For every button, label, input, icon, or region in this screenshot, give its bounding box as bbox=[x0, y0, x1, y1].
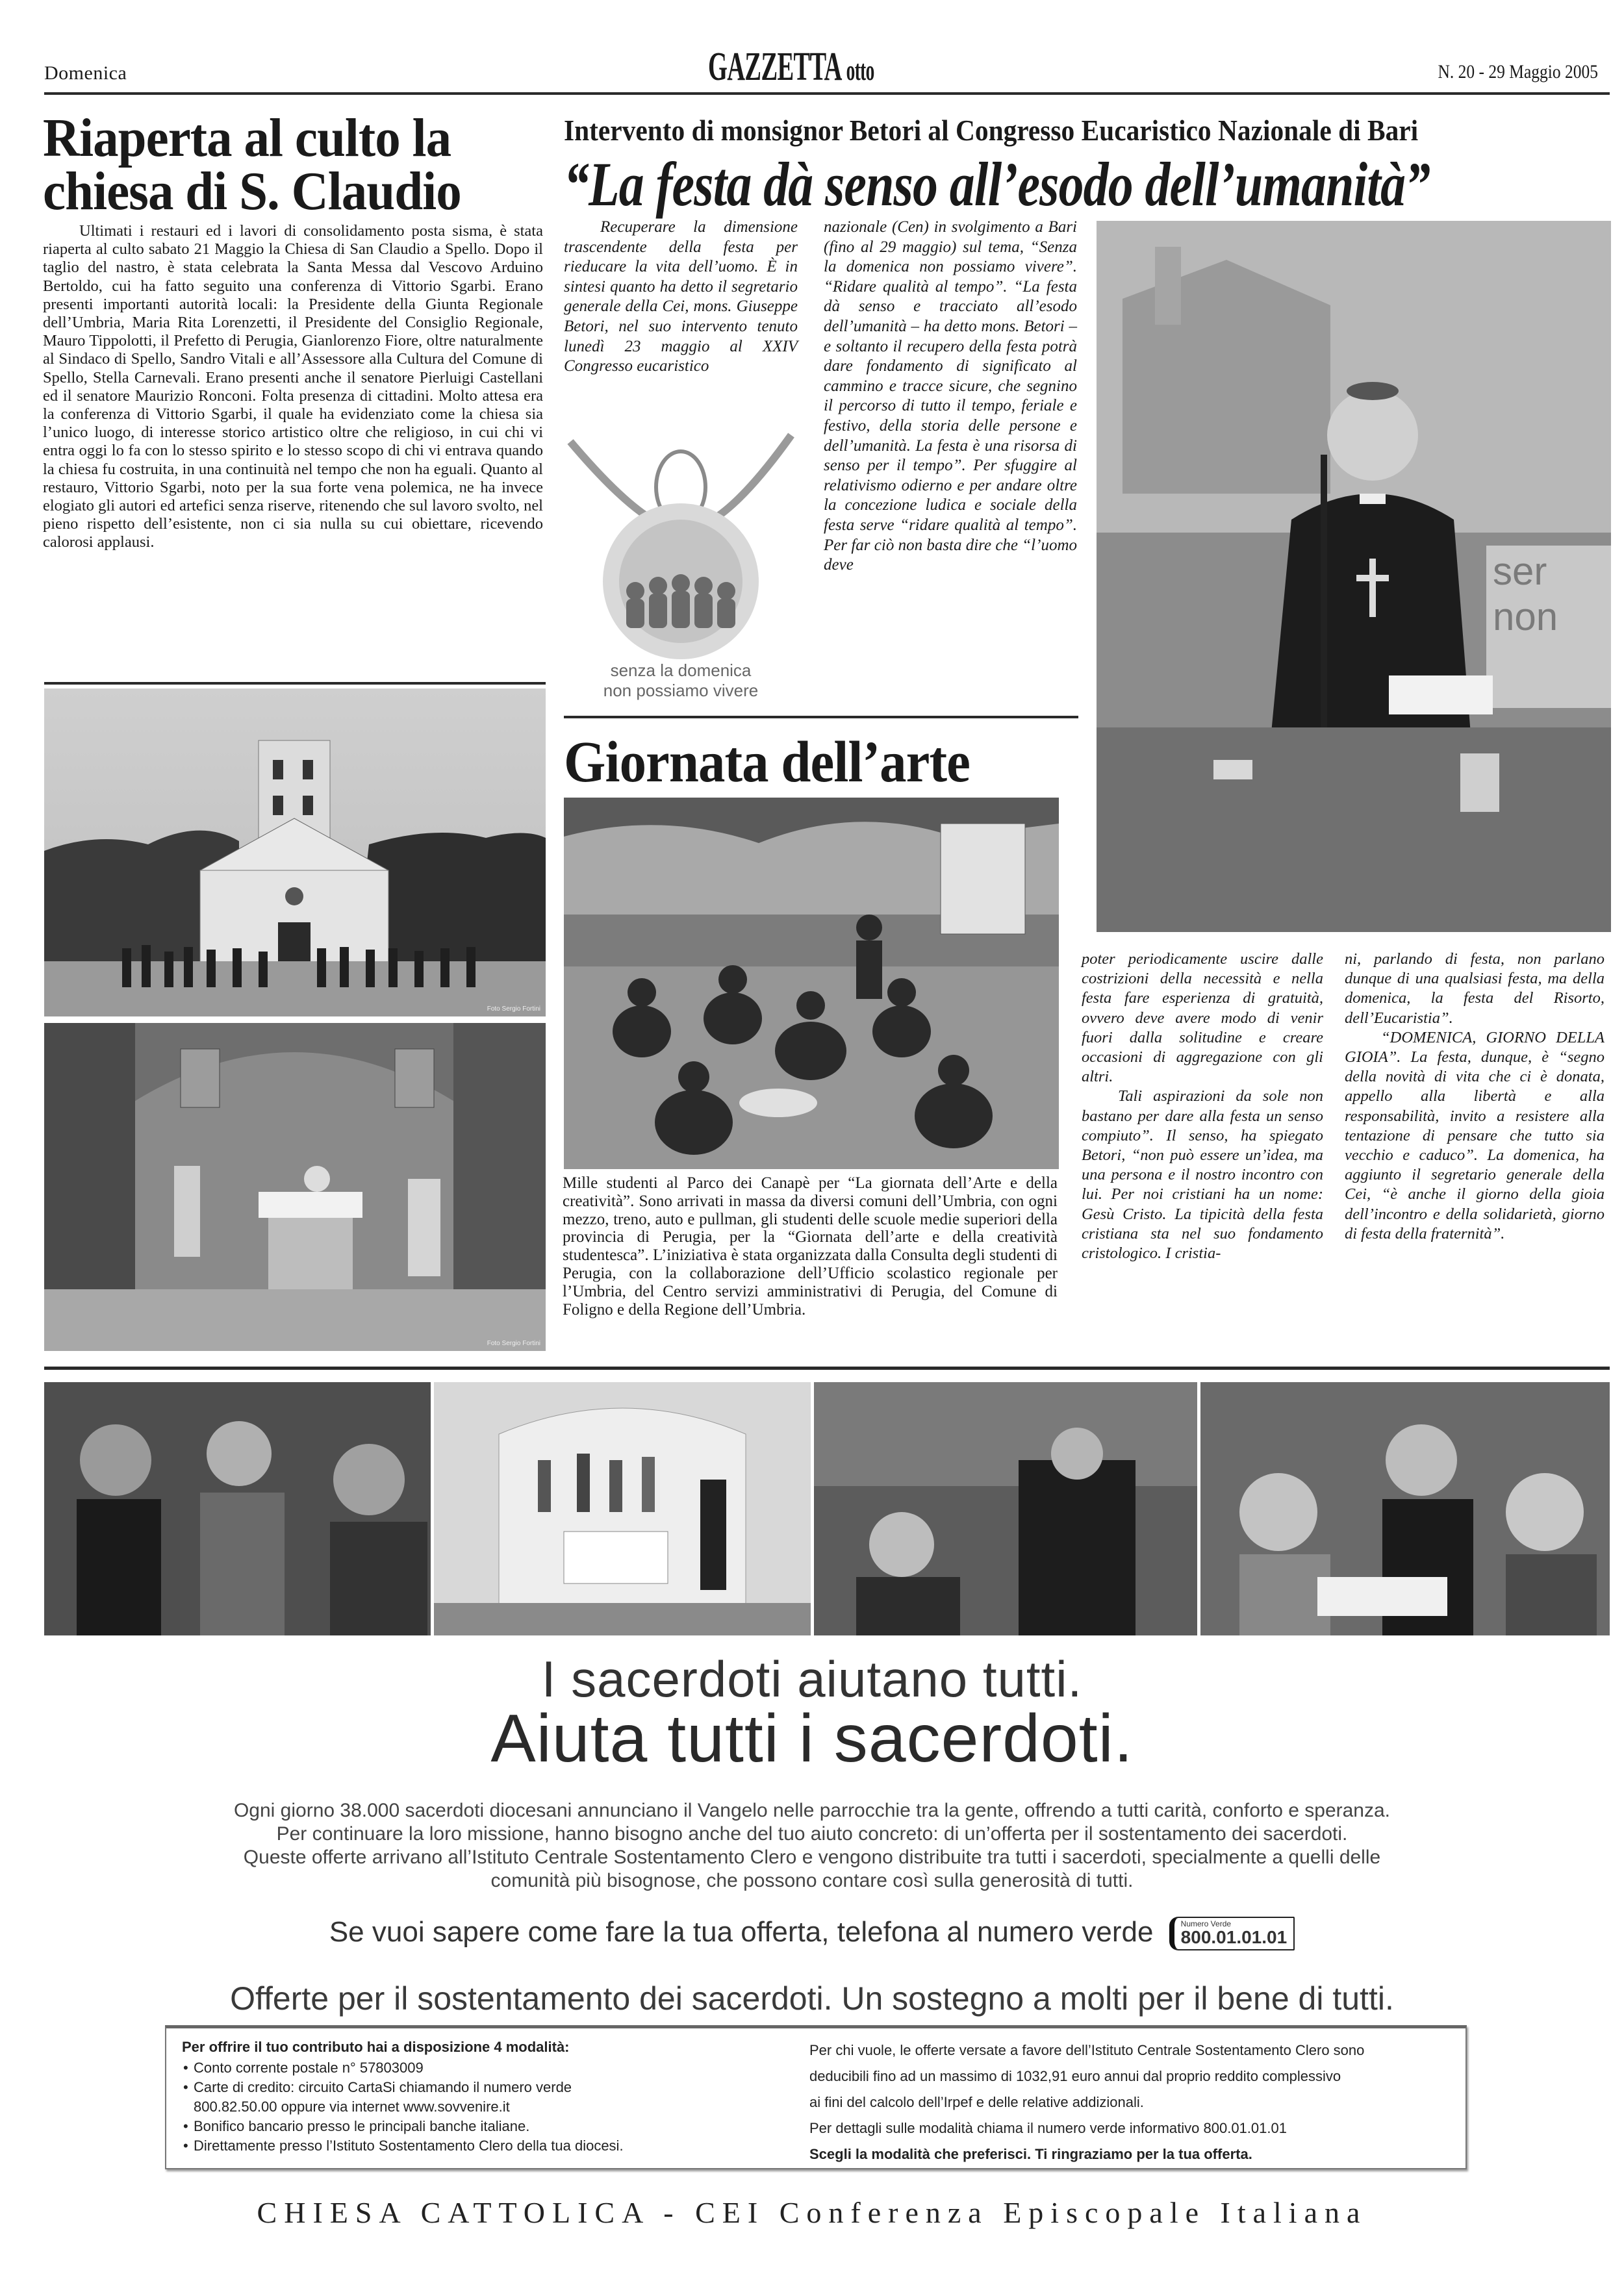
info-line: Scegli la modalità che preferisci. Ti ringraziamo per la tua offerta. bbox=[809, 2146, 1252, 2162]
article-betori-text: poter periodicamente uscire dalle costrizioni della necessità e nella festa fare esperienza di gratuità, ovvero deve avere modo di venir fuori dalla solitudine e creare occasioni di aggregazione con gli altri. bbox=[1082, 950, 1323, 1086]
photo-students bbox=[564, 798, 1059, 1169]
congress-logo bbox=[564, 416, 798, 701]
list-item bbox=[182, 2136, 767, 2156]
ad-photo-strip bbox=[44, 1382, 1610, 1635]
numero-verde-label: Numero Verde bbox=[1180, 1919, 1232, 1929]
photo-credit: Foto Sergio Fortini bbox=[487, 1340, 540, 1347]
article-claudio-text: Ultimati i restauri ed i lavori di consolidamento posta sisma, è stata riaperta al culto sabato 21 Maggio la Chiesa di San Claudio a Spello. Dopo il taglio del nastro, è stata celebrata la Santa Messa dal Vescovo Arduino Bertoldo, cui ha fatto seguito una conferenza di Vittorio Sgarbi. Erano presenti importanti autorità locali: la Presidente della Giunta Regionale dell’Umbria, Maria Rita Lorenzetti, il Presidente del Consiglio Regionale, Mauro Tippolotti, il Prefetto di Perugia, Gianlorenzo Fiore, oltre naturalmente al Sindaco di Spello, Sandro Vitali e all’Assessore alla Cultura del Comune di Spello, Stella Carnevali. Erano presenti anche il senatore Pierluigi Castellani ed il senatore Maurizio Ronconi. Folta presenza di cittadini. Molto attesa era la conferenza di Vittorio Sgarbi, il quale ha evidenziato come la chiesa sia l’unico luogo, di interesse storico artistico oltre che religioso, in cui chi vi entra oggi lo fa con lo stesso spirito e lo stesso scopo di chi vi entrava quando la chiesa fu costruita, in una continuità nel tempo che non ha eguali. Quanto al restauro, Vittorio Sgarbi, noto per la sua forte vena polemica, ne ha invece elogiato gli autori ed artefici senza riserve, ritenendo che sul lavoro svolto, nel pieno rispetto dell’esistente, non ci sia nulla su cui obiettare, ricevendo calorosi applausi. bbox=[43, 222, 543, 551]
article-betori-col3 bbox=[1082, 950, 1323, 1263]
ad-paragraph bbox=[97, 1799, 1527, 1893]
article-claudio-body bbox=[43, 222, 543, 552]
article-betori-col4 bbox=[1345, 950, 1605, 1244]
photo-credit: Foto Sergio Fortini bbox=[487, 1005, 540, 1013]
masthead-title: GAZZETTA bbox=[708, 45, 841, 89]
list-item-continued: 800.82.50.00 oppure via internet www.sovvenire.it bbox=[194, 2099, 510, 2115]
photo-betori bbox=[1097, 221, 1611, 932]
church-interior-image bbox=[44, 1023, 546, 1351]
list-item bbox=[182, 2058, 767, 2078]
ad-headline-1: I sacerdoti aiutano tutti. bbox=[541, 1650, 1083, 1708]
ad-headline-2: Aiuta tutti i sacerdoti. bbox=[490, 1701, 1134, 1776]
masthead-suffix: otto bbox=[846, 55, 874, 86]
numero-verde-number: 800.01.01.01 bbox=[1180, 1927, 1288, 1948]
list-item-text: Carte di credito: circuito CartaSi chiamando il numero verde bbox=[194, 2079, 572, 2095]
info-line: Per dettagli sulle modalità chiama il numero verde informativo 800.01.01.01 bbox=[809, 2120, 1287, 2136]
logo-caption-2: non possiamo vivere bbox=[603, 681, 759, 700]
logo-caption-1: senza la domenica bbox=[610, 661, 752, 680]
article-betori-text: nazionale (Cen) in svolgimento a Bari (fino al 29 maggio) sul tema, “Senza la domenica non possiamo vivere”. “Ridare qualità al tempo”. “La festa dà senso e tracciato all’esodo dell’umanità – ha detto mons. Betori – e soltanto il recupero della festa potrà dare fondamento di significato al cammino e tracce sicure, che segnino il percorso di tutto il tempo, feriale e festivo, della storia delle persone e dell’umanità. La festa è una risorsa di senso per il tempo”. Per sfuggire al relativismo odierno e per andare oltre la concezione ludica e sociale della festa serve “ridare qualità al tempo”. Per far ciò non basta dire che “l’uomo deve bbox=[824, 218, 1078, 574]
ad-call-text: Se vuoi sapere come fare la tua offerta, telefona al numero verde bbox=[329, 1916, 1154, 1948]
ad-paragraph-line: comunità più bisognose, che possono contare così sulla generosità di tutti. bbox=[490, 1870, 1134, 1891]
ad-paragraph-line: Per continuare la loro missione, hanno bisogno anche del tuo aiuto concreto: di un’offerta per il sostentamento dei sacerdoti. bbox=[276, 1823, 1348, 1845]
headline-arte: Giornata dell’arte bbox=[564, 730, 970, 794]
list-item-text: Direttamente presso l’Istituto Sostentamento Clero della tua diocesi. bbox=[194, 2138, 624, 2154]
divider-betori bbox=[564, 716, 1078, 718]
headline-claudio: Riaperta al culto la chiesa di S. Claudio bbox=[43, 108, 461, 221]
info-deductions bbox=[809, 2037, 1453, 2167]
photo-church-exterior bbox=[44, 688, 546, 1016]
congress-logo-graphic bbox=[564, 416, 798, 662]
divider-left bbox=[44, 682, 546, 685]
caption-arte: Mille studenti al Parco dei Canapè per “La giornata dell’Arte e della creatività”. Sono arrivati in massa da diversi comuni dell’Umbria, con ogni mezzo, treno, auto e pullman, gli studenti delle scuole medie superiori della provincia di Perugia, per la “Giornata dell’arte e della creatività studentesca”. L’iniziativa è stata organizzata dalla Consulta degli studenti di Perugia, con la collaborazione dell’Ufficio scolastico regionale per l’Umbria, del Centro servizi amministrativi di Perugia, del Comune di Foligno e della Regione dell’Umbria. bbox=[563, 1174, 1058, 1318]
info-line: Per chi vuole, le offerte versate a favore dell’Istituto Centrale Sostentamento Clero sono bbox=[809, 2042, 1365, 2058]
headline-betori: “La festa dà senso all’esodo dell’umanità” bbox=[564, 149, 1430, 219]
article-betori-text: Recuperare la dimensione trascendente della festa per rieducare la vita dell’uomo. È in sintesi quanto ha detto il segretario generale della Cei, mons. Giuseppe Betori, nel suo intervento tenuto lunedì 23 maggio al XXIV Congresso eucaristico bbox=[564, 218, 798, 375]
numero-verde-badge[interactable] bbox=[1169, 1917, 1295, 1950]
kicker-betori: Intervento di monsignor Betori al Congresso Eucaristico Nazionale di Bari bbox=[564, 114, 1419, 147]
article-betori-col2 bbox=[824, 218, 1077, 575]
divider-main bbox=[44, 1367, 1610, 1370]
list-item-text: Conto corrente postale n° 57803009 bbox=[194, 2060, 424, 2076]
ad-call-to-action bbox=[0, 1916, 1624, 1950]
masthead bbox=[708, 44, 874, 90]
info-modalities-list bbox=[182, 2058, 767, 2156]
section-label: Domenica bbox=[44, 62, 127, 84]
betori-image bbox=[1097, 221, 1611, 932]
photo-church-interior bbox=[44, 1023, 546, 1351]
students-image bbox=[564, 798, 1059, 1169]
info-modalities-title: Per offrire il tuo contributo hai a disposizione 4 modalità: bbox=[182, 2039, 570, 2055]
ad-slogan: Offerte per il sostentamento dei sacerdoti. Un sostegno a molti per il bene di tutti. bbox=[230, 1980, 1394, 2017]
article-betori-col1 bbox=[564, 218, 798, 377]
church-exterior-image bbox=[44, 688, 546, 1016]
ad-paragraph-line: Queste offerte arrivano all’Istituto Centrale Sostentamento Clero e vengono distribuite tra tutti i sacerdoti, specialmente a quelli delle bbox=[243, 1847, 1381, 1868]
issue-date: N. 20 - 29 Maggio 2005 bbox=[1438, 61, 1598, 82]
footer-cei: CHIESA CATTOLICA - CEI Conferenza Episcopale Italiana bbox=[257, 2196, 1367, 2229]
ad-paragraph-line: Ogni giorno 38.000 sacerdoti diocesani annunciano il Vangelo nelle parrocchie tra la gente, offrendo a tutti carità, conforto e speranza. bbox=[233, 1800, 1391, 1821]
ad-info-box bbox=[165, 2025, 1467, 2169]
article-betori-text: Tali aspirazioni da sole non bastano per dare alla festa un senso compiuto”. Il senso, ha spiegato Betori, “non può essere un’idea, ma una persona e il nostro incontro con lui. Per noi cristiani ha un nome: Gesù Cristo. La tipicità della festa cristiana sta nel suo fondamento cristologico. I cristia- bbox=[1082, 1087, 1323, 1263]
ad-photo-strip-image bbox=[44, 1382, 1610, 1635]
info-modalities bbox=[182, 2037, 767, 2156]
header-rule bbox=[44, 92, 1610, 95]
info-line: ai fini del calcolo dell’Irpef e delle relative addizionali. bbox=[809, 2094, 1144, 2110]
article-betori-text: ni, parlando di festa, non parlano dunque di una qualsiasi festa, ma della domenica, la festa del Risorto, dell’Eucaristia”. bbox=[1345, 950, 1605, 1027]
list-item-text: Bonifico bancario presso le principali banche italiane. bbox=[194, 2118, 530, 2134]
svg-text:ser: ser bbox=[1493, 549, 1547, 593]
svg-text:non: non bbox=[1493, 595, 1558, 638]
list-item bbox=[182, 2117, 767, 2136]
article-betori-text: “DOMENICA, GIORNO DELLA GIOIA”. La festa, dunque, è “segno della novità di vita che ci è donata, appello alla libertà e alla responsabilità, invito a resistere alla tentazione di pensare che tutto sia vecchio e caduco”. La domenica, ha aggiunto il segretario generale della Cei, “è anche il giorno della gioia dell’incontro e della solidarietà, giorno di festa della fraternità”. bbox=[1345, 1028, 1605, 1243]
list-item bbox=[182, 2078, 767, 2117]
info-line: deducibili fino ad un massimo di 1032,91 euro annui dal proprio reddito complessivo bbox=[809, 2068, 1341, 2084]
